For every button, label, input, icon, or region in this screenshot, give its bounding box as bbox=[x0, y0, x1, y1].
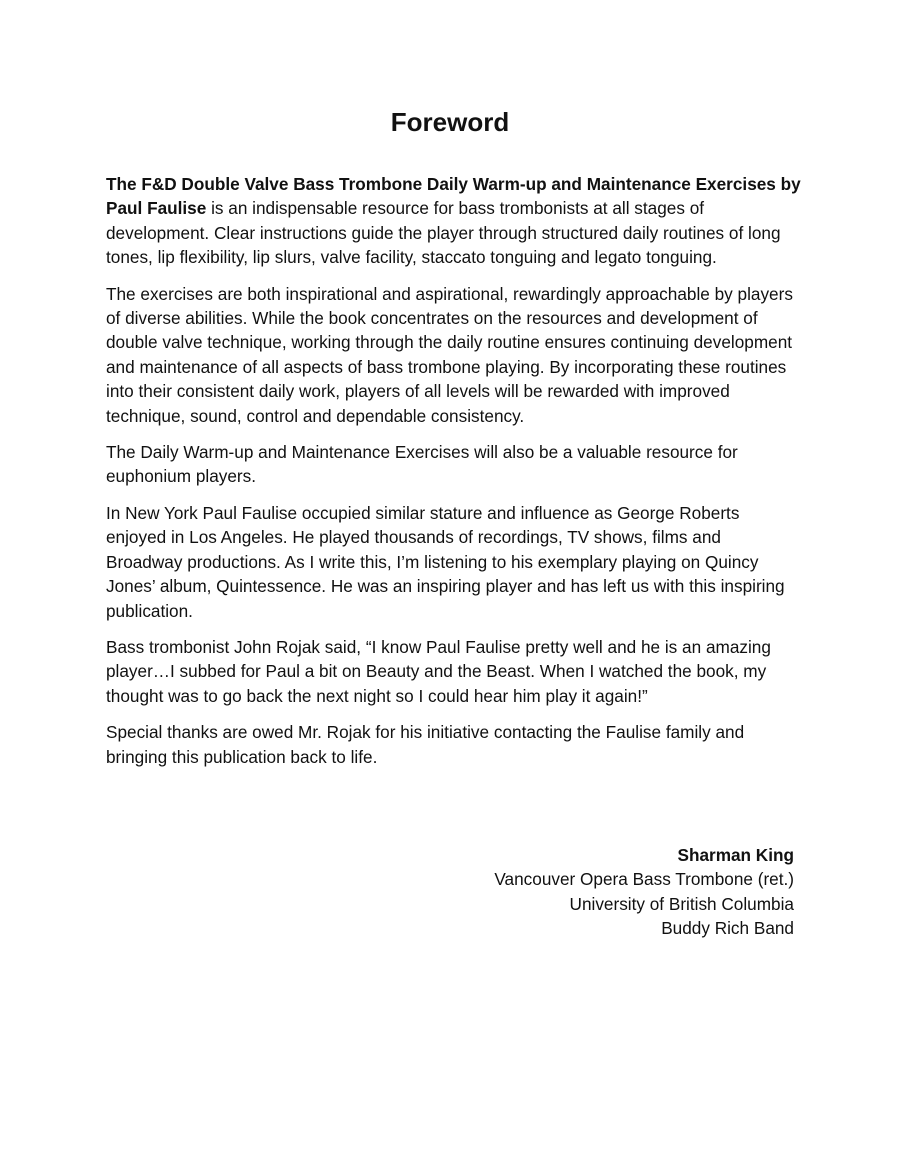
signature-affiliation-3: Buddy Rich Band bbox=[661, 918, 794, 939]
paragraph-thanks: Special thanks are owed Mr. Rojak for his initiative contacting the Faulise family and bringing this publication back to life. bbox=[106, 722, 745, 767]
signature-block bbox=[494, 843, 794, 941]
paragraph-intro bbox=[106, 172, 802, 270]
page-title: Foreword bbox=[390, 107, 510, 137]
paragraph-rojak-quote: Bass trombonist John Rojak said, “I know Paul Faulise pretty well and he is an amazing player…I subbed for Paul a bit on Beauty and the Beast. When I watched the book, my thought was to go back the next night so I could hear him play it again!” bbox=[106, 636, 771, 706]
signature-name: Sharman King bbox=[677, 845, 794, 865]
paragraph-new-york: In New York Paul Faulise occupied similar stature and influence as George Roberts enjoyed in Los Angeles. He played thousands of recordings, TV shows, films and Broadway productions. As I write this, I’m listening to his exemplary playing on Quincy Jones’ album, Quintessence. He was an inspiring player and has left us with this inspiring publication. bbox=[106, 502, 785, 621]
signature-affiliation-2: University of British Columbia bbox=[569, 893, 794, 914]
paragraph-euphonium: The Daily Warm-up and Maintenance Exercises will also be a valuable resource for euphonium players. bbox=[106, 442, 738, 487]
foreword-body bbox=[106, 172, 802, 781]
paragraph-intro-text: is an indispensable resource for bass trombonists at all stages of development. Clear instructions guide the player through structured daily routines of long tones, lip flexibility, lip slurs, valve facility, staccato tonguing and legato tonguing. bbox=[106, 198, 781, 268]
signature-affiliation-1: Vancouver Opera Bass Trombone (ret.) bbox=[494, 869, 794, 890]
paragraph-exercises: The exercises are both inspirational and aspirational, rewardingly approachable by players of diverse abilities. While the book concentrates on the resources and development of double valve technique, working through the daily routine ensures continuing development and maintenance of all aspects of bass trombone playing. By incorporating these routines into their consistent daily work, players of all levels will be rewarded with improved technique, sound, control and dependable consistency. bbox=[106, 283, 793, 426]
book-title-bold: The F&D Double Valve Bass Trombone Daily Warm-up and Maintenance Exercises by Paul Faulise bbox=[106, 174, 801, 219]
